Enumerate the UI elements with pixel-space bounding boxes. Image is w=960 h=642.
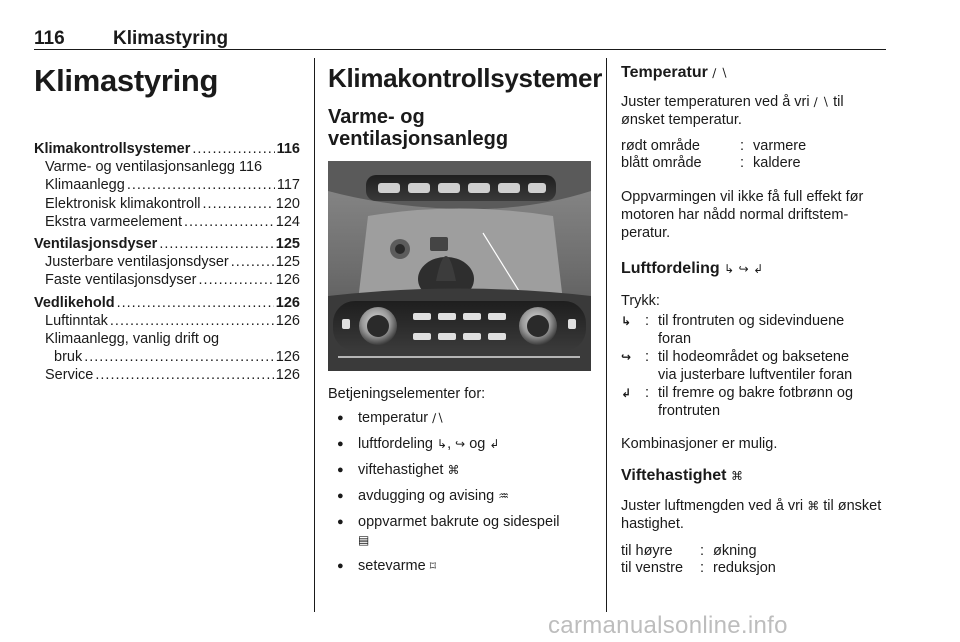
temperature-icon: ∕ ∖ bbox=[813, 95, 830, 109]
photo-caption: Betjeningselementer for: bbox=[328, 386, 486, 402]
control-list bbox=[328, 409, 592, 575]
toc-entry[interactable]: Ekstra varmeelement ..... 124 bbox=[34, 213, 300, 231]
list-item: ● avdugging og avising ♒ bbox=[328, 487, 592, 505]
table-of-contents bbox=[34, 140, 300, 385]
toc-entry[interactable]: Service ..... 126 bbox=[34, 366, 300, 384]
seat-heat-icon: ⌑ bbox=[429, 559, 436, 573]
toc-entry[interactable]: Vedlikehold ..... 126 bbox=[34, 294, 300, 312]
toc-entry[interactable]: Klimaanlegg, vanlig drift og bbox=[45, 331, 220, 348]
paragraph: Oppvarmingen vil ikke få full effekt før motoren har nådd normal driftstemperatur. bbox=[621, 189, 864, 241]
page-header bbox=[34, 26, 886, 50]
paragraph: Kombinasjoner er mulig. bbox=[621, 436, 778, 452]
list-item: ● oppvarmet bakrute og sidespeil ▤ bbox=[328, 513, 592, 549]
list-item: ● luftfordeling ↳, ↪ og ↲ bbox=[328, 435, 592, 453]
temperature-icon: ∕∖ bbox=[432, 411, 444, 425]
foot-air-icon: ↲ bbox=[621, 386, 632, 400]
face-air-icon: ↪ bbox=[621, 350, 632, 364]
air-distribution-heading: Luftfordeling ↳ ↪ ↲ bbox=[621, 260, 764, 277]
foot-air-icon: ↲ bbox=[753, 262, 764, 276]
middle-column bbox=[328, 62, 603, 583]
right-column bbox=[621, 62, 891, 577]
column-divider bbox=[314, 58, 315, 612]
table-row: rødt område : varmere bbox=[621, 138, 807, 154]
header-title: Klimastyring bbox=[113, 28, 229, 49]
windshield-air-icon: ↳ bbox=[621, 314, 632, 328]
toc-entry[interactable]: Ventilasjonsdyser ..... 125 bbox=[34, 235, 300, 253]
table-row: blått område : kaldere bbox=[621, 155, 801, 171]
temperature-icon: ∕ ∖ bbox=[712, 66, 728, 80]
chapter-title: Klimastyring bbox=[34, 63, 219, 98]
table-row: til venstre : reduksjon bbox=[621, 560, 776, 576]
toc-column bbox=[34, 62, 300, 385]
column-divider bbox=[606, 58, 607, 612]
windshield-air-icon: ↳ bbox=[437, 437, 448, 451]
watermark: carmanualsonline.info bbox=[548, 612, 788, 639]
toc-entry[interactable]: Klimakontrollsystemer ..... 116 bbox=[34, 140, 300, 158]
air-distribution-list bbox=[621, 312, 891, 420]
fan-icon: ⌘ bbox=[447, 463, 460, 477]
fan-icon: ⌘ bbox=[730, 469, 743, 483]
toc-entry[interactable]: Justerbare ventilasjonsdyser ..... 125 bbox=[34, 253, 300, 271]
table-row: til høyre : økning bbox=[621, 543, 757, 559]
foot-air-icon: ↲ bbox=[489, 437, 500, 451]
list-item: ● temperatur ∕∖ bbox=[328, 409, 592, 427]
paragraph: Juster luftmengden ved å vri ⌘ til ønsket hastighet. bbox=[621, 498, 882, 532]
list-item: ↲ : til fremre og bakre fotbrønn og frontruten bbox=[621, 385, 854, 419]
toc-entry[interactable]: Luftinntak ..... 126 bbox=[34, 312, 300, 330]
list-item: ● viftehastighet ⌘ bbox=[328, 461, 592, 479]
rear-defrost-icon: ▤ bbox=[358, 533, 370, 547]
fan-table bbox=[621, 543, 891, 577]
temperature-table bbox=[621, 138, 891, 172]
section-heading: Klimakontrollsystemer bbox=[328, 63, 603, 93]
page-number: 116 bbox=[34, 28, 65, 49]
list-item: ● setevarme ⌑ bbox=[328, 557, 592, 575]
list-item: ↳ : til frontruten og sidevinduene foran bbox=[621, 313, 845, 347]
windshield-air-icon: ↳ bbox=[724, 262, 735, 276]
fan-icon: ⌘ bbox=[807, 499, 820, 513]
temperature-heading: Temperatur ∕ ∖ bbox=[621, 64, 728, 81]
toc-entry[interactable]: Elektronisk klimakontroll ..... 120 bbox=[34, 195, 300, 213]
toc-entry[interactable]: Klimaanlegg ..... 117 bbox=[34, 176, 300, 194]
paragraph: Trykk: bbox=[621, 293, 660, 309]
toc-entry[interactable]: bruk ..... 126 bbox=[34, 348, 300, 366]
toc-entry[interactable]: Faste ventilasjonsdyser ..... 126 bbox=[34, 271, 300, 289]
climate-control-photo bbox=[328, 161, 591, 371]
paragraph: Juster temperaturen ved å vri ∕ ∖ til ønsket temperatur. bbox=[621, 94, 844, 128]
face-air-icon: ↪ bbox=[738, 262, 749, 276]
toc-entry[interactable]: Varme- og ventilasjonsanlegg 116 bbox=[45, 159, 263, 176]
subsection-heading: Varme- og ventilasjonsanlegg bbox=[328, 106, 509, 150]
fan-speed-heading: Viftehastighet ⌘ bbox=[621, 467, 743, 484]
defrost-max-icon: ♒ bbox=[498, 489, 510, 503]
list-item: ↪ : til hodeområdet og baksetene via justerbare luftventiler foran bbox=[621, 349, 853, 383]
face-air-icon: ↪ bbox=[455, 437, 466, 451]
